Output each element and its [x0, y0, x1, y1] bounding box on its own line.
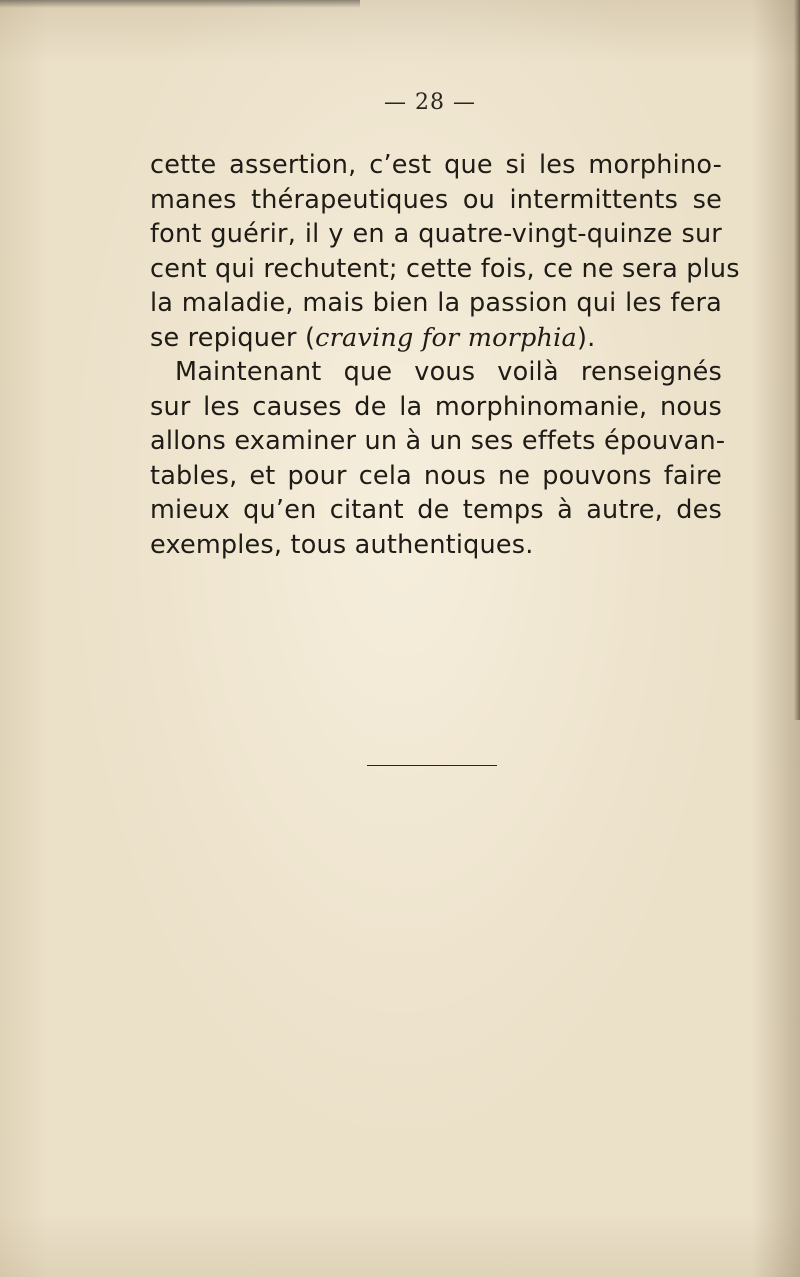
text-line: cent qui rechutent; cette fois, ce ne sera plus	[150, 253, 740, 284]
text-line: font guérir, il y en a quatre-vingt-quinze sur	[150, 219, 722, 249]
italic-phrase: craving for morphia	[315, 322, 577, 353]
body-text	[150, 148, 740, 562]
top-edge-stain	[0, 0, 360, 8]
text-line: allons examiner un à un ses effets épouvan-	[150, 426, 726, 456]
text-line: sur les causes de la morphinomanie, nous	[150, 391, 722, 422]
text-fragment: se repiquer (	[150, 322, 316, 353]
text-line: exemples, tous authentiques.	[150, 529, 534, 560]
text-line: cette assertion, c’est que si les morphino-	[150, 150, 722, 180]
text-line	[150, 321, 722, 356]
paragraph-2	[150, 355, 726, 562]
text-line: tables, et pour cela nous ne pouvons faire	[150, 460, 722, 491]
text-fragment: ).	[576, 322, 596, 353]
page-number: — 28 —	[384, 90, 476, 115]
text-line: la maladie, mais bien la passion qui les fera	[150, 288, 722, 318]
text-line: Maintenant que vous voilà renseignés	[175, 357, 722, 387]
section-divider	[367, 765, 497, 766]
paragraph-1	[150, 148, 740, 355]
text-line: manes thérapeutiques ou intermittents se	[150, 184, 722, 215]
text-line: mieux qu’en citant de temps à autre, des	[150, 495, 722, 525]
